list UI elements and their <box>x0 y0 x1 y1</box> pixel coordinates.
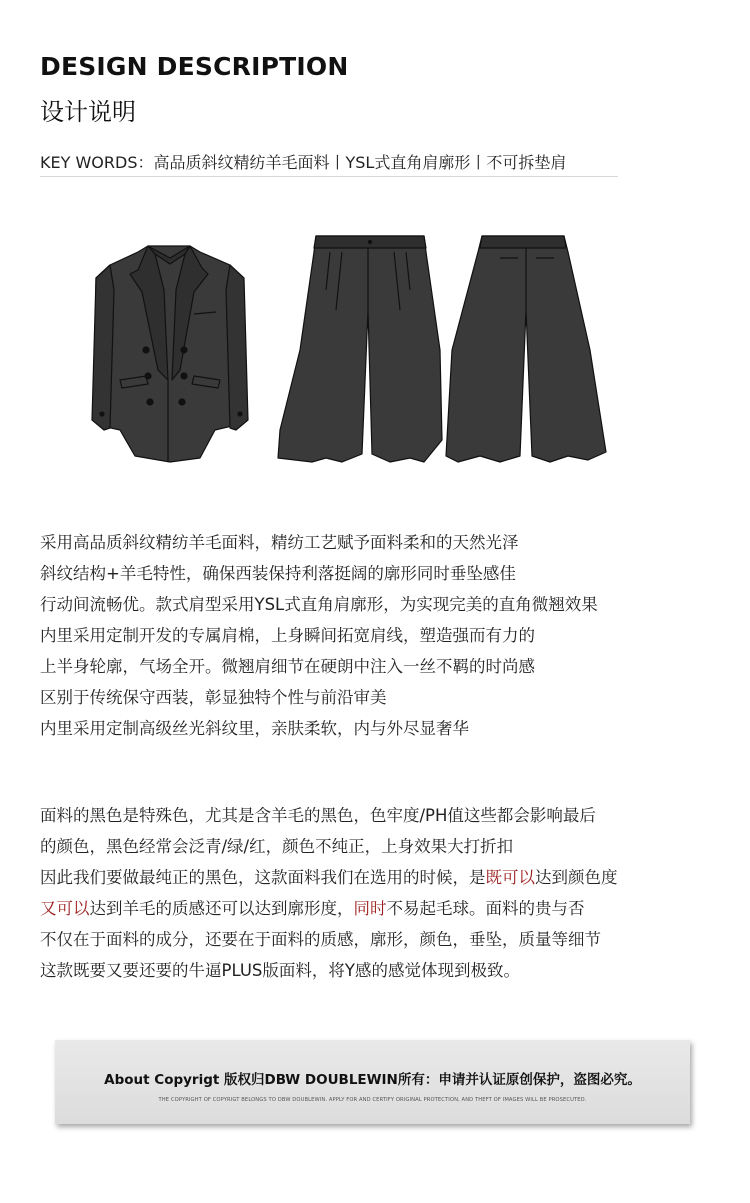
fabric-text: 达到颜色度 <box>535 868 618 887</box>
description-line: 行动间流畅优。款式肩型采用YSL式直角肩廓形，为实现完美的直角微翘效果 <box>40 595 598 614</box>
fabric-text: 达到羊毛的质感还可以达到廓形度， <box>89 899 354 918</box>
description-line: 采用高品质斜纹精纺羊毛面料，精纺工艺赋予面料柔和的天然光泽 <box>40 533 519 552</box>
trousers-back-icon <box>446 236 606 462</box>
copyright-banner <box>55 1040 690 1124</box>
fabric-line <box>40 893 720 924</box>
description-line: 内里采用定制高级丝光斜纹里，亲肤柔软，内与外尽显奢华 <box>40 719 469 738</box>
highlight-text: 又可以 <box>40 899 90 918</box>
description-line: 上半身轮廓，气场全开。微翘肩细节在硬朗中注入一丝不羁的时尚感 <box>40 657 535 676</box>
highlight-text: 既可以 <box>485 868 535 887</box>
keywords-divider <box>40 176 618 177</box>
highlight-text: 同时 <box>353 899 387 918</box>
title-english: DESIGN DESCRIPTION <box>40 52 349 81</box>
description-paragraph <box>40 527 720 744</box>
fabric-line: 不仅在于面料的成分，还要在于面料的质感，廓形，颜色，垂坠，质量等细节 <box>40 930 601 949</box>
garment-illustration <box>80 230 620 475</box>
fabric-line: 的颜色，黑色经常会泛青/绿/红，颜色不纯正，上身效果大打折扣 <box>40 837 514 856</box>
fabric-line <box>40 862 720 893</box>
copyright-sub-text: THE COPYRIGHT OF COPYRIGT BELONGS TO DBW DOUBLEWIN. APPLY FOR AND CERTIFY ORIGINAL PROTECTION, AND THEFT OF IMAGES WILL BE PROSECUTED. <box>158 1097 587 1103</box>
trousers-front-icon <box>278 236 442 462</box>
copyright-main-text: About Copyrigt 版权归DBW DOUBLEWIN所有：申请并认证原创保护，盗图必究。 <box>104 1072 641 1088</box>
fabric-line: 面料的黑色是特殊色，尤其是含羊毛的黑色，色牢度/PH值这些都会影响最后 <box>40 806 596 825</box>
description-line: 斜纹结构+羊毛特性，确保西装保持利落挺阔的廓形同时垂坠感佳 <box>40 564 516 583</box>
fabric-text: 不易起毛球。面料的贵与否 <box>386 899 585 918</box>
fabric-text: 因此我们要做最纯正的黑色，这款面料我们在选用的时候，是 <box>40 868 486 887</box>
keywords-line: KEY WORDS：高品质斜纹精纺羊毛面料丨YSL式直角肩廓形丨不可拆垫肩 <box>40 153 567 172</box>
title-chinese: 设计说明 <box>40 98 136 126</box>
fabric-line: 这款既要又要还要的牛逼PLUS版面料，将Y感的感觉体现到极致。 <box>40 961 520 980</box>
description-line: 内里采用定制开发的专属肩棉，上身瞬间拓宽肩线，塑造强而有力的 <box>40 626 535 645</box>
description-line: 区别于传统保守西装，彰显独特个性与前沿审美 <box>40 688 387 707</box>
blazer-icon <box>92 246 248 462</box>
fabric-paragraph <box>40 800 720 986</box>
